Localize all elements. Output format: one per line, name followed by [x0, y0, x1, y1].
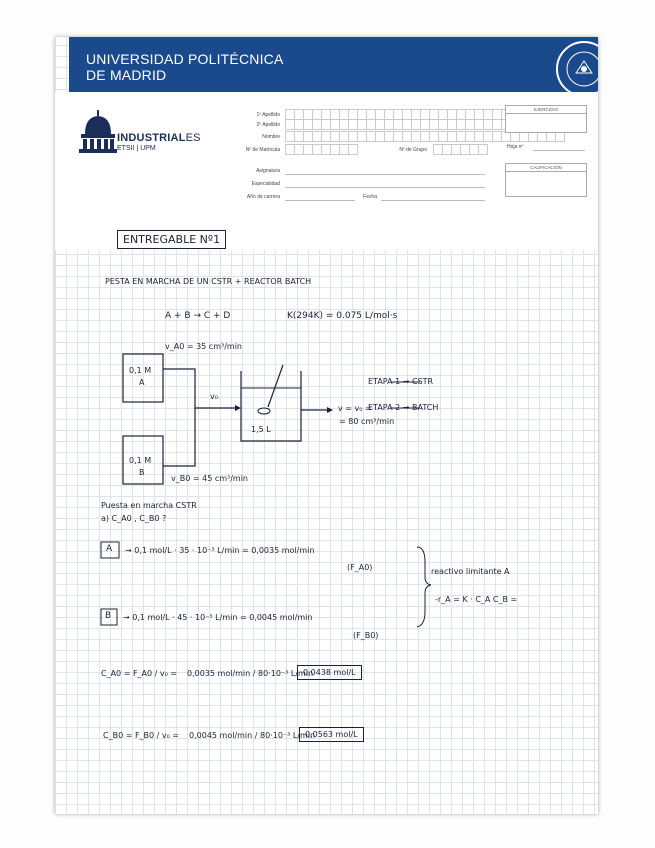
stirrer-shaft	[268, 365, 283, 407]
arrow-in	[235, 405, 241, 411]
etapa2: ETAPA 2 → BATCH	[368, 403, 439, 412]
a-calculation: → 0,1 mol/L · 35 · 10⁻³ L/min = 0,0035 mol/min	[125, 546, 315, 555]
ca0-fraction: 0,0035 mol/min / 80·10⁻³ L/min	[187, 669, 314, 678]
cb0-lhs: C_B0 = F_B0 / v₀ =	[103, 731, 180, 740]
label-apellido2: 2º Apellido	[256, 122, 280, 128]
hoja-label: Hoja nº	[507, 144, 524, 150]
label-apellido1: 1º Apellido	[256, 112, 280, 118]
pipe-b	[163, 408, 195, 466]
cb0-fraction: 0,0045 mol/min / 80·10⁻³ L/min	[189, 731, 316, 740]
logo-name: INDUSTRIALES	[117, 132, 201, 144]
university-name-line2: DE MADRID	[86, 67, 167, 83]
b-calculation: → 0,1 mol/L · 45 · 10⁻³ L/min = 0,0045 mol/min	[123, 613, 313, 622]
reactor-volume: 1,5 L	[251, 425, 271, 434]
pipe-a	[163, 369, 235, 408]
tank-a-label: A	[139, 378, 145, 387]
outlet-flow: v = v₀ =	[338, 404, 372, 413]
label-nombre: Nombre	[262, 134, 280, 140]
brace	[417, 547, 431, 627]
fb0-label: (F_B0)	[353, 631, 379, 640]
rate-law: -r_A = K · C_A C_B =	[435, 595, 518, 604]
label-asignatura: Asignatura	[256, 168, 280, 174]
flow-a: v_A0 = 35 cm³/min	[165, 342, 242, 351]
label-especialidad: Especialidad	[251, 181, 280, 187]
question-a: a) C_A0 , C_B0 ?	[101, 514, 167, 523]
fa0-label: (F_A0)	[347, 563, 373, 572]
ca0-result: 0,0438 mol/L	[297, 665, 362, 680]
label-fecha: Fecha	[363, 194, 377, 200]
cstr-reactor	[241, 371, 301, 441]
tank-a-conc: 0,1 M	[129, 366, 152, 375]
question-intro: Puesta en marcha CSTR	[101, 501, 197, 510]
ejercicio-label: EJERCICIO	[506, 107, 586, 114]
label-grupo: Nº de Grupo	[399, 147, 427, 153]
rate-constant: K(294K) = 0.075 L/mol·s	[287, 311, 398, 321]
calificacion-label: CALIFICACIÓN	[506, 165, 586, 172]
tank-b-conc: 0,1 M	[129, 456, 152, 465]
reaction: A + B → C + D	[165, 311, 231, 321]
a-label: A	[106, 544, 113, 554]
exam-sheet	[55, 37, 598, 814]
b-label: B	[105, 611, 112, 621]
process-diagram	[55, 37, 598, 814]
label-anio: Año de carrera	[246, 194, 280, 200]
v0-label: v₀	[210, 392, 218, 401]
university-name-line1: UNIVERSIDAD POLITÉCNICA	[86, 51, 284, 67]
etapa1: ETAPA 1 → CSTR	[368, 377, 434, 386]
subtitle: PESTA EN MARCHA DE UN CSTR + REACTOR BATCH	[105, 277, 312, 286]
outlet-flow-value: = 80 cm³/min	[339, 417, 395, 426]
cb0-result: 0,0563 mol/L	[299, 727, 364, 742]
ca0-lhs: C_A0 = F_A0 / v₀ =	[101, 669, 178, 678]
tank-b-label: B	[139, 468, 145, 477]
logo-subtitle: ETSII | UPM	[117, 145, 156, 152]
stirrer-blade	[258, 408, 270, 414]
flow-b: v_B0 = 45 cm³/min	[171, 474, 249, 483]
arrow-out	[327, 407, 333, 413]
limiting-reactant: reactivo limitante A	[431, 567, 510, 576]
label-matricula: Nº de Matrícula	[245, 147, 280, 153]
title-box: ENTREGABLE Nº1	[117, 230, 226, 249]
